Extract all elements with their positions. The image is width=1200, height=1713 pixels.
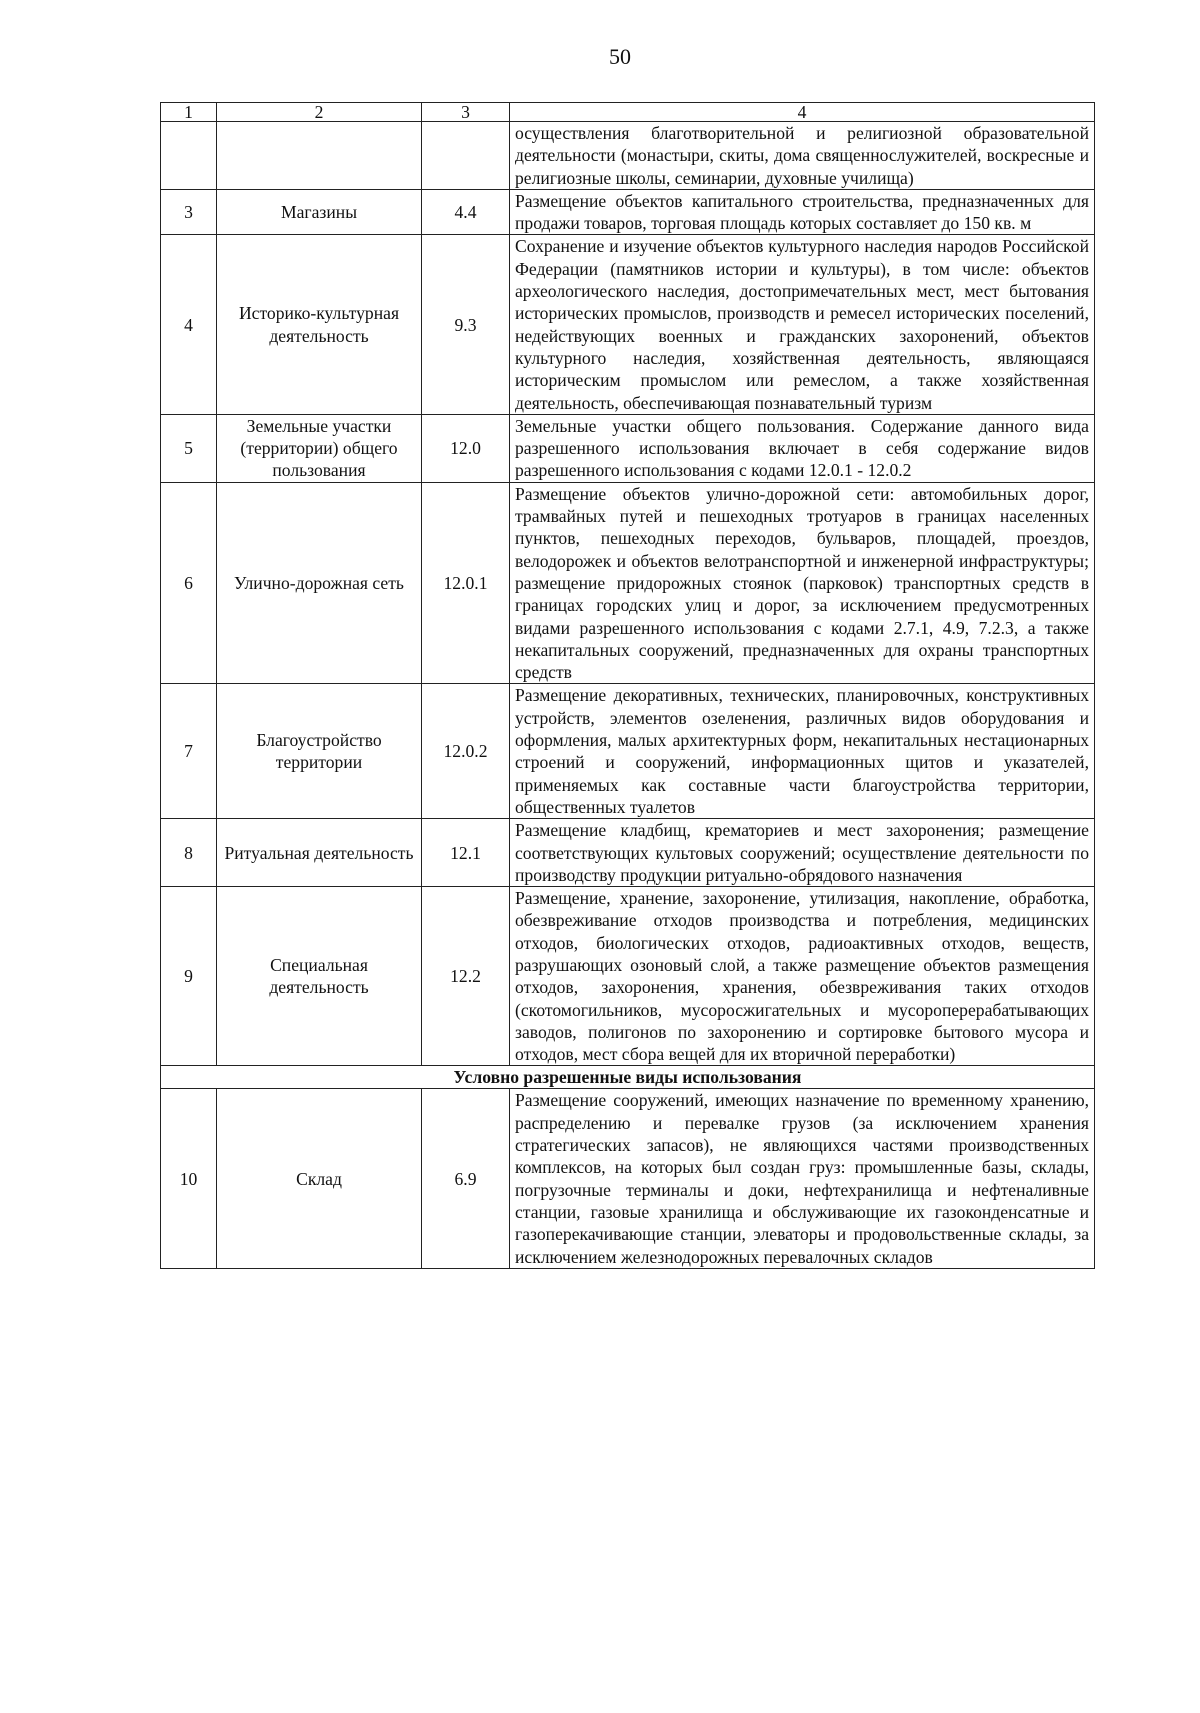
column-header-1: 1 — [161, 103, 217, 122]
use-code: 12.2 — [422, 887, 510, 1066]
use-code: 12.1 — [422, 819, 510, 887]
use-type-name: Земельные участки (территории) общего пользования — [217, 414, 422, 482]
column-number-row — [161, 103, 1095, 122]
conditional-rows — [161, 1089, 1095, 1268]
use-description: Размещение, хранение, захоронение, утилизация, накопление, обработка, обезвреживание отходов производства и потребления, медицинских отходов, биологических отходов, радиоактивных отходов, веществ, разрушающих озоновый слой, а также размещение объектов размещения отходов, захоронения, хранения, обезвреживания таких отходов (скотомогильников, мусоросжигательных и мусороперерабатывающих заводов, полигонов по захоронению и сортировке бытового мусора и отходов, мест сбора вещей для их вторичной переработки) — [510, 887, 1095, 1066]
use-description: Размещение объектов капитального строительства, предназначенных для продажи товаров, торговая площадь которых составляет до 150 кв. м — [510, 189, 1095, 235]
table-row — [161, 819, 1095, 887]
row-number: 8 — [161, 819, 217, 887]
page-number: 50 — [609, 44, 631, 69]
section-heading: Условно разрешенные виды использования — [161, 1066, 1095, 1089]
table-row — [161, 1089, 1095, 1268]
use-type-name: Склад — [217, 1089, 422, 1268]
row-number: 5 — [161, 414, 217, 482]
conditional-section — [161, 1066, 1095, 1089]
column-header-2: 2 — [217, 103, 422, 122]
use-code — [422, 122, 510, 190]
column-header-4: 4 — [510, 103, 1095, 122]
row-number: 7 — [161, 684, 217, 819]
use-type-name: Ритуальная деятельность — [217, 819, 422, 887]
use-description: Сохранение и изучение объектов культурного наследия народов Российской Федерации (памятников истории и культуры), в том числе: объектов археологического наследия, достопримечательных мест, мест бытования исторических промыслов, производств и ремесел исторических поселений, недействующих военных и гражданских захоронений, объектов культурного наследия, хозяйственная деятельность, являющаяся историческим промыслом или ремеслом, а также хозяйственная деятельность, обеспечивающая познавательный туризм — [510, 235, 1095, 414]
table-row — [161, 122, 1095, 190]
use-type-name: Историко-культурная деятельность — [217, 235, 422, 414]
use-type-name: Благоустройство территории — [217, 684, 422, 819]
use-code: 12.0.1 — [422, 482, 510, 684]
table-row — [161, 684, 1095, 819]
land-use-table — [160, 102, 1095, 1269]
row-number: 9 — [161, 887, 217, 1066]
row-number: 3 — [161, 189, 217, 235]
use-code: 4.4 — [422, 189, 510, 235]
row-number: 10 — [161, 1089, 217, 1268]
table-header — [161, 103, 1095, 122]
row-number — [161, 122, 217, 190]
use-type-name: Улично-дорожная сеть — [217, 482, 422, 684]
use-code: 12.0.2 — [422, 684, 510, 819]
table-row — [161, 482, 1095, 684]
use-description: Размещение сооружений, имеющих назначение по временному хранению, распределению и перевалке грузов (за исключением хранения стратегических запасов), не являющихся частями производственных комплексов, на которых был создан груз: промышленные базы, склады, погрузочные терминалы и доки, нефтехранилища и нефтеналивные станции, газовые хранилища и обслуживающие их газоконденсатные и газоперекачивающие станции, элеваторы и продовольственные склады, за исключением железнодорожных перевалочных складов — [510, 1089, 1095, 1268]
use-type-name: Специальная деятельность — [217, 887, 422, 1066]
use-description: Размещение объектов улично-дорожной сети: автомобильных дорог, трамвайных путей и пешеходных тротуаров в границах населенных пунктов, пешеходных переходов, бульваров, площадей, проездов, велодорожек и объектов велотранспортной и инженерной инфраструктуры; размещение придорожных стоянок (парковок) транспортных средств в границах городских улиц и дорог, за исключением предусмотренных видами разрешенного использования с кодами 2.7.1, 4.9, 7.2.3, а также некапитальных сооружений, предназначенных для охраны транспортных средств — [510, 482, 1095, 684]
section-heading-row — [161, 1066, 1095, 1089]
use-description: Земельные участки общего пользования. Содержание данного вида разрешенного использования включает в себя содержание видов разрешенного использования с кодами 12.0.1 - 12.0.2 — [510, 414, 1095, 482]
use-code: 9.3 — [422, 235, 510, 414]
use-description: осуществления благотворительной и религиозной образовательной деятельности (монастыри, скиты, дома священнослужителей, воскресные и религиозные школы, семинарии, духовные училища) — [510, 122, 1095, 190]
main-rows — [161, 122, 1095, 1066]
row-number: 6 — [161, 482, 217, 684]
use-description: Размещение кладбищ, крематориев и мест захоронения; размещение соответствующих культовых сооружений; осуществление деятельности по производству продукции ритуально-обрядового назначения — [510, 819, 1095, 887]
table-row — [161, 189, 1095, 235]
column-header-3: 3 — [422, 103, 510, 122]
use-code: 6.9 — [422, 1089, 510, 1268]
use-type-name — [217, 122, 422, 190]
use-description: Размещение декоративных, технических, планировочных, конструктивных устройств, элементов озеленения, различных видов оборудования и оформления, малых архитектурных форм, некапитальных нестационарных строений и сооружений, информационных щитов и указателей, применяемых как составные части благоустройства территории, общественных туалетов — [510, 684, 1095, 819]
table-row — [161, 887, 1095, 1066]
table-row — [161, 235, 1095, 414]
use-type-name: Магазины — [217, 189, 422, 235]
use-code: 12.0 — [422, 414, 510, 482]
table-row — [161, 414, 1095, 482]
row-number: 4 — [161, 235, 217, 414]
